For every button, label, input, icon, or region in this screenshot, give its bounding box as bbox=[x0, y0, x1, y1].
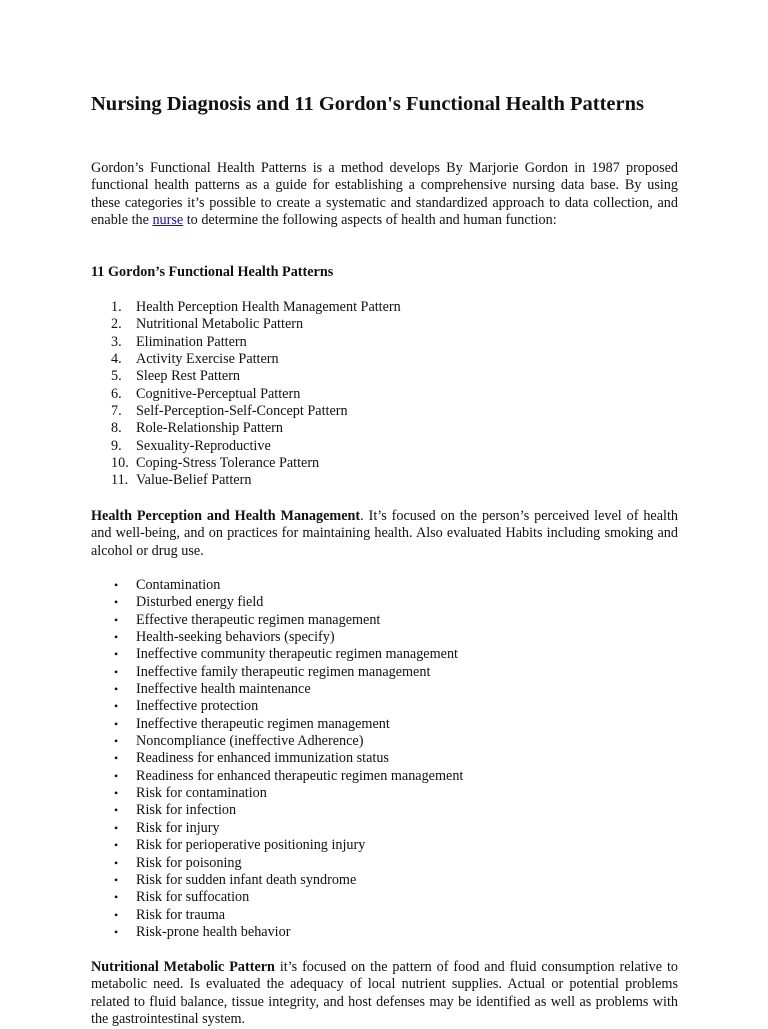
diagnoses-list bbox=[91, 577, 463, 941]
bullet-icon: • bbox=[114, 595, 119, 610]
bullet-icon: • bbox=[114, 838, 119, 853]
diagnosis-label: Contamination bbox=[136, 577, 221, 593]
diagnosis-label: Risk for infection bbox=[136, 802, 237, 819]
bullet-icon: • bbox=[114, 734, 119, 749]
bullet-icon: • bbox=[114, 647, 119, 662]
diagnosis-item bbox=[91, 664, 463, 681]
bullet-icon: • bbox=[114, 682, 119, 697]
pattern-item bbox=[91, 316, 401, 333]
intro-text-end: to determine the following aspects of health and human function: bbox=[183, 212, 557, 229]
health-perception-paragraph bbox=[91, 508, 678, 560]
pattern-label: Role-Relationship Pattern bbox=[136, 420, 283, 437]
diagnosis-label: Risk-prone health behavior bbox=[136, 923, 291, 940]
diagnosis-item bbox=[91, 612, 463, 629]
diagnosis-label: Risk for suffocation bbox=[136, 889, 250, 906]
diagnosis-item bbox=[91, 820, 463, 837]
nurse-link[interactable]: nurse bbox=[152, 212, 184, 229]
diagnosis-item bbox=[91, 889, 463, 906]
list-number: 4. bbox=[111, 351, 122, 368]
list-number: 5. bbox=[111, 368, 122, 385]
pattern-item bbox=[91, 455, 401, 472]
bullet-icon: • bbox=[114, 699, 119, 714]
diagnosis-item bbox=[91, 924, 463, 941]
bullet-icon: • bbox=[114, 855, 119, 870]
health-perception-text: . It’s focused on the person’s perceived level of health and well-being, and on practices for maintaining health. Also evaluated Habits including smoking and alcohol or drug use. bbox=[91, 508, 678, 559]
diagnosis-label: Readiness for enhanced therapeutic regimen management bbox=[136, 767, 464, 784]
pattern-item bbox=[91, 403, 401, 420]
pattern-item bbox=[91, 386, 401, 403]
list-number: 7. bbox=[111, 403, 122, 420]
intro-text-start: Gordon’s Functional Health Patterns is a method develops By Marjorie Gordon in 1987 proposed functional health patterns as a guide for establishing a comprehensive nursing data base. By using these categories it’s possible to create a systematic and standardized approach to data collection, and enable the bbox=[91, 160, 678, 229]
bullet-icon: • bbox=[114, 612, 119, 627]
diagnosis-label: Health-seeking behaviors (specify) bbox=[136, 629, 335, 646]
diagnosis-item bbox=[91, 594, 463, 611]
bullet-icon: • bbox=[114, 890, 119, 905]
list-number: 8. bbox=[111, 420, 122, 437]
bullet-icon: • bbox=[114, 907, 119, 922]
diagnosis-label: Effective therapeutic regimen management bbox=[136, 611, 381, 628]
diagnosis-label: Risk for trauma bbox=[136, 906, 226, 923]
diagnosis-label: Risk for sudden infant death syndrome bbox=[136, 871, 357, 888]
diagnosis-label: Risk for injury bbox=[136, 819, 220, 836]
diagnosis-label: Risk for poisoning bbox=[136, 854, 242, 871]
diagnosis-label: Ineffective therapeutic regimen management bbox=[136, 715, 390, 732]
pattern-item bbox=[91, 420, 401, 437]
pattern-item bbox=[91, 334, 401, 351]
nutritional-text: it’s focused on the pattern of food and fluid consumption relative to metabolic need. Is evaluated the adequacy of local nutrient supplies. Actual or potential problems related to fluid balance, tissue integrity, and host defenses may be identified as well as problems with the gastrointestinal system. bbox=[91, 959, 678, 1028]
diagnosis-item bbox=[91, 698, 463, 715]
diagnosis-item bbox=[91, 577, 463, 594]
list-number: 9. bbox=[111, 437, 122, 454]
bullet-icon: • bbox=[114, 630, 119, 645]
page-title: Nursing Diagnosis and 11 Gordon's Functional Health Patterns bbox=[91, 93, 645, 115]
bullet-icon: • bbox=[114, 768, 119, 783]
diagnosis-item bbox=[91, 750, 463, 767]
diagnosis-item bbox=[91, 872, 463, 889]
diagnosis-item bbox=[91, 733, 463, 750]
pattern-item bbox=[91, 299, 401, 316]
pattern-label: Sexuality-Reproductive bbox=[136, 437, 271, 454]
pattern-label: Health Perception Health Management Pattern bbox=[136, 299, 401, 315]
diagnosis-item bbox=[91, 907, 463, 924]
list-number: 2. bbox=[111, 316, 122, 333]
diagnosis-label: Ineffective health maintenance bbox=[136, 681, 311, 698]
diagnosis-label: Readiness for enhanced immunization status bbox=[136, 750, 389, 767]
diagnosis-item bbox=[91, 855, 463, 872]
nutritional-term: Nutritional Metabolic Pattern bbox=[91, 959, 275, 975]
list-number: 11. bbox=[111, 472, 129, 489]
diagnosis-item bbox=[91, 681, 463, 698]
diagnosis-item bbox=[91, 646, 463, 663]
diagnosis-item bbox=[91, 716, 463, 733]
diagnosis-label: Risk for contamination bbox=[136, 785, 267, 802]
bullet-icon: • bbox=[114, 786, 119, 801]
bullet-icon: • bbox=[114, 664, 119, 679]
list-number: 3. bbox=[111, 333, 122, 350]
diagnosis-item bbox=[91, 802, 463, 819]
diagnosis-label: Ineffective family therapeutic regimen management bbox=[136, 663, 431, 680]
pattern-label: Elimination Pattern bbox=[136, 333, 247, 350]
diagnosis-label: Risk for perioperative positioning injury bbox=[136, 837, 366, 854]
diagnosis-label: Ineffective protection bbox=[136, 698, 259, 715]
pattern-label: Cognitive-Perceptual Pattern bbox=[136, 385, 301, 402]
pattern-label: Coping-Stress Tolerance Pattern bbox=[136, 455, 320, 472]
pattern-label: Nutritional Metabolic Pattern bbox=[136, 316, 304, 333]
patterns-heading: 11 Gordon’s Functional Health Patterns bbox=[91, 264, 334, 280]
bullet-icon: • bbox=[114, 872, 119, 887]
health-perception-term: Health Perception and Health Management bbox=[91, 508, 361, 524]
pattern-item bbox=[91, 368, 401, 385]
patterns-list bbox=[91, 299, 401, 490]
bullet-icon: • bbox=[114, 716, 119, 731]
nutritional-paragraph bbox=[91, 959, 678, 1029]
list-number: 1. bbox=[111, 299, 122, 315]
diagnosis-item bbox=[91, 837, 463, 854]
list-number: 10. bbox=[111, 455, 129, 472]
pattern-item bbox=[91, 351, 401, 368]
intro-paragraph bbox=[91, 160, 678, 230]
diagnosis-item bbox=[91, 785, 463, 802]
diagnosis-label: Ineffective community therapeutic regimen management bbox=[136, 646, 458, 663]
pattern-item bbox=[91, 438, 401, 455]
bullet-icon: • bbox=[114, 924, 119, 939]
diagnosis-label: Disturbed energy field bbox=[136, 594, 264, 611]
bullet-icon: • bbox=[114, 578, 119, 592]
pattern-label: Self-Perception-Self-Concept Pattern bbox=[136, 403, 348, 420]
diagnosis-item bbox=[91, 629, 463, 646]
diagnosis-item bbox=[91, 768, 463, 785]
bullet-icon: • bbox=[114, 803, 119, 818]
diagnosis-label: Noncompliance (ineffective Adherence) bbox=[136, 733, 364, 750]
pattern-item bbox=[91, 472, 401, 489]
pattern-label: Value-Belief Pattern bbox=[136, 472, 252, 489]
pattern-label: Activity Exercise Pattern bbox=[136, 351, 279, 368]
list-number: 6. bbox=[111, 385, 122, 402]
pattern-label: Sleep Rest Pattern bbox=[136, 368, 241, 385]
bullet-icon: • bbox=[114, 751, 119, 766]
bullet-icon: • bbox=[114, 820, 119, 835]
